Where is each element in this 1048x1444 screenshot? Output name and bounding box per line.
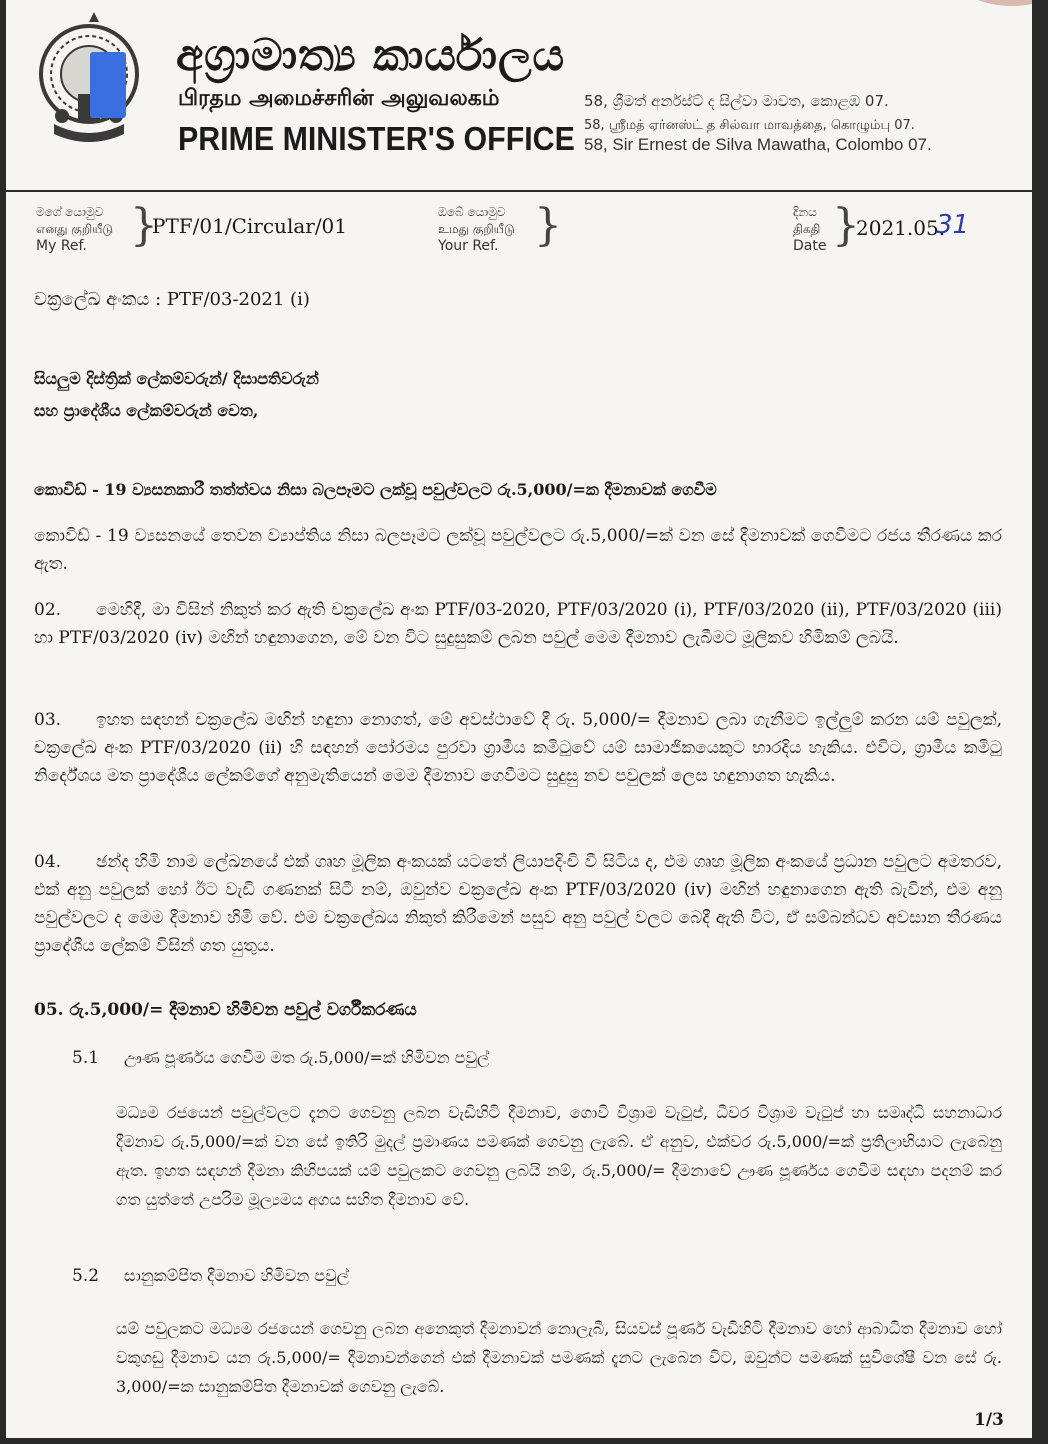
address-sinhala: 58, ශ්‍රීමත් අර්නස්ට් ද සිල්වා මාවත, කොළඹ 07. xyxy=(584,92,889,110)
date-value: 2021.05. xyxy=(856,216,946,240)
address-english: 58, Sir Ernest de Silva Mawatha, Colombo 07. xyxy=(584,135,932,154)
paragraph-4 xyxy=(34,848,1002,960)
redaction-mark xyxy=(90,52,126,118)
office-title-tamil: பிரதம அமைச்சரின் அலுவலகம் xyxy=(178,86,500,111)
header-divider xyxy=(6,190,1032,192)
paragraph-4-text: ඡන්ද හිමි නාම ලේඛනයේ එක් ගෘහ මූලික අංකයක් යටතේ ලියාපදිංචි වී සිටිය ද, එම ගෘහ මූලික අංකයේ ප්‍රධාන පවුලට අමතරව, එක් අනු පවුලක් හෝ ඊට වැඩි ගණනක් සිටී නම්, ඔවුන්ව චක්‍රලේඛ අංක PTF/03/2020 (iv) මඟින් හඳුනාගෙන ඇති බැවින්, එම අනු පවුල්වලට ද මෙම දීමනාව හිමි වේ. එම චක්‍රලේඛය නිකුත් කිරීමෙන් පසුව අනු පවුල් වලට බෙදී ඇති විට, ඒ සම්බන්ධව අවසාන තීරණය ප්‍රාදේශීය ලේකම් විසින් ගත යුතුය. xyxy=(34,852,1002,956)
page-number: 1/3 xyxy=(974,1410,1004,1430)
address-tamil: 58, ஸ்ரீமத் ஏர்னஸ்ட் த சில்வா மாவத்தை, கொழும்பு 07. xyxy=(584,118,915,133)
subsection-5-1-text: මධ්‍යම රජයෙන් පවුල්වලට දැනට ගෙවනු ලබන වැඩිහිටි දීමනාව, ගොවි විශ්‍රාම වැටුප්, ධීවර විශ්‍රාම වැටුප් හා සමෘද්ධි සහනාධාර දීමනාව රු.5,000/=ක් වන සේ ඉතිරි මුදල් ප්‍රමාණය පමණක් ගෙවනු ලැබේ. ඒ අනුව, එක්වර රු.5,000/=ක් ප්‍රතිලාභියාට ලැබෙනු ඇත. ඉහත සඳහන් දීමනා කිහිපයක් යම් පවුලකට ගෙවනු ලබයි නම්, රු.5,000/= දීමනාවේ ඌණ පූර්ණය ගෙවීම සඳහා පදනම් කර ගත යුත්තේ උපරිම මූල්‍යමය අගය සහිත දීමනාව වේ. xyxy=(116,1103,1002,1209)
paragraph-2-number: 02. xyxy=(34,600,62,620)
date-brace: } xyxy=(832,200,860,251)
paragraph-4-number: 04. xyxy=(34,852,62,872)
my-ref-brace: } xyxy=(130,200,158,251)
office-title-sinhala: අග්‍රාමාත්‍ය කාර්යාලය xyxy=(176,30,566,81)
date-label: දිනය திகதி Date xyxy=(793,205,827,254)
paragraph-3 xyxy=(34,706,1002,790)
addressee-line-1: සියලුම දිස්ත්‍රික් ලේකම්වරුන්/ දිසාපතිවරුන් xyxy=(34,369,319,388)
your-ref-brace: } xyxy=(534,200,562,251)
office-title-english: PRIME MINISTER'S OFFICE xyxy=(178,120,575,157)
subsection-5-2-heading: 5.2 සානුකම්පිත දීමනාව හිමිවන පවුල් xyxy=(72,1266,349,1286)
subsection-5-2-text: යම් පවුලකට මධ්‍යම රජයෙන් ගෙවනු ලබන අනෙකුත් දීමනාවන් නොලැබී, සියවස් පූර්ණ වැඩිහිටි දීමනාව හෝ ආබාධිත දීමනාව හෝ වකුගඩු දීමනාව යන රු.5,000/= දීමනාවන්ගෙන් එක් දීමනාවක් පමණක් දැනට ලැබෙන විට, ඔවුන්ට පමණක් සුවිශේෂී වන සේ රු. 3,000/=ක සානුකම්පිත දීමනාවක් ගෙවනු ලැබේ. xyxy=(116,1319,1002,1396)
paragraph-3-number: 03. xyxy=(34,710,62,730)
subject-heading: කොවිඩ් - 19 ව්‍යසනකාරී තත්ත්වය නිසා බලපෑමට ලක්වූ පවුල්වලට රු.5,000/=ක දීමනාවක් ගෙවීම xyxy=(34,480,717,499)
letter-page xyxy=(6,0,1032,1438)
paragraph-2 xyxy=(34,596,1002,652)
date-handwritten: 31 xyxy=(936,210,970,240)
paragraph-3-text: ඉහත සඳහන් චක්‍රලේඛ මඟින් හඳුනා නොගත්, මේ අවස්ථාවේ දී රු. 5,000/= දීමනාව ලබා ගැනීමට ඉල්ලුම් කරන යම් පවුලක්, චක්‍රලේඛ අංක PTF/03/2020 (ii) හි සඳහන් පෝරමය පුරවා ග්‍රාමීය කමිටුවේ යම් සාමාජිකයෙකුට භාරදිය හැකිය. එවිට, ග්‍රාමීය කමිටු නිර්දේශය මත ප්‍රාදේශීය ලේකම්ගේ අනුමැතියෙන් මෙම දීමනාව ගෙවීමට සුදුසු නව පවුලක් ලෙස හඳුනාගත හැකිය. xyxy=(34,710,1002,786)
section-5-heading: 05. රු.5,000/= දීමනාව හිමිවන පවුල් වර්ගීකරණය xyxy=(34,1000,417,1020)
corner-mark xyxy=(962,0,1032,6)
my-ref-label: මගේ යොමුව எனது குறியீடு My Ref. xyxy=(36,205,114,254)
my-ref-value: PTF/01/Circular/01 xyxy=(152,214,348,238)
national-emblem-icon xyxy=(34,12,144,152)
addressee-line-2: සහ ප්‍රාදේශීය ලේකම්වරුන් වෙත, xyxy=(34,401,259,420)
circular-number: චක්‍රලේඛ අංකය : PTF/03-2021 (i) xyxy=(34,289,310,310)
paragraph-2-text: මෙහිදී, මා විසින් නිකුත් කර ඇති චක්‍රලේඛ අංක PTF/03-2020, PTF/03/2020 (i), PTF/03/2020 (ii), PTF/03/2020 (iii) හා PTF/03/2020 (iv) මඟින් හඳුනාගෙන, මේ වන විට සුදුසුකම් ලබන පවුල් මෙම දීමනාව ලැබීමට මූලිකව හිමිකම් ලබයි. xyxy=(34,600,1002,648)
paragraph-1: කොවිඩ් - 19 ව්‍යසනයේ තෙවන ව්‍යාප්තිය නිසා බලපෑමට ලක්වූ පවුල්වලට රු.5,000/=ක් වන සේ දීමනාවක් ගෙවීමට රජය තීරණය කර ඇත. xyxy=(34,526,1002,574)
subsection-5-1-heading: 5.1 ඌණ පූර්ණය ගෙවීම මත රු.5,000/=ක් හිමිවන පවුල් xyxy=(72,1048,490,1068)
your-ref-label: ඔබේ යොමුව உமது குறியீடு Your Ref. xyxy=(438,205,515,254)
